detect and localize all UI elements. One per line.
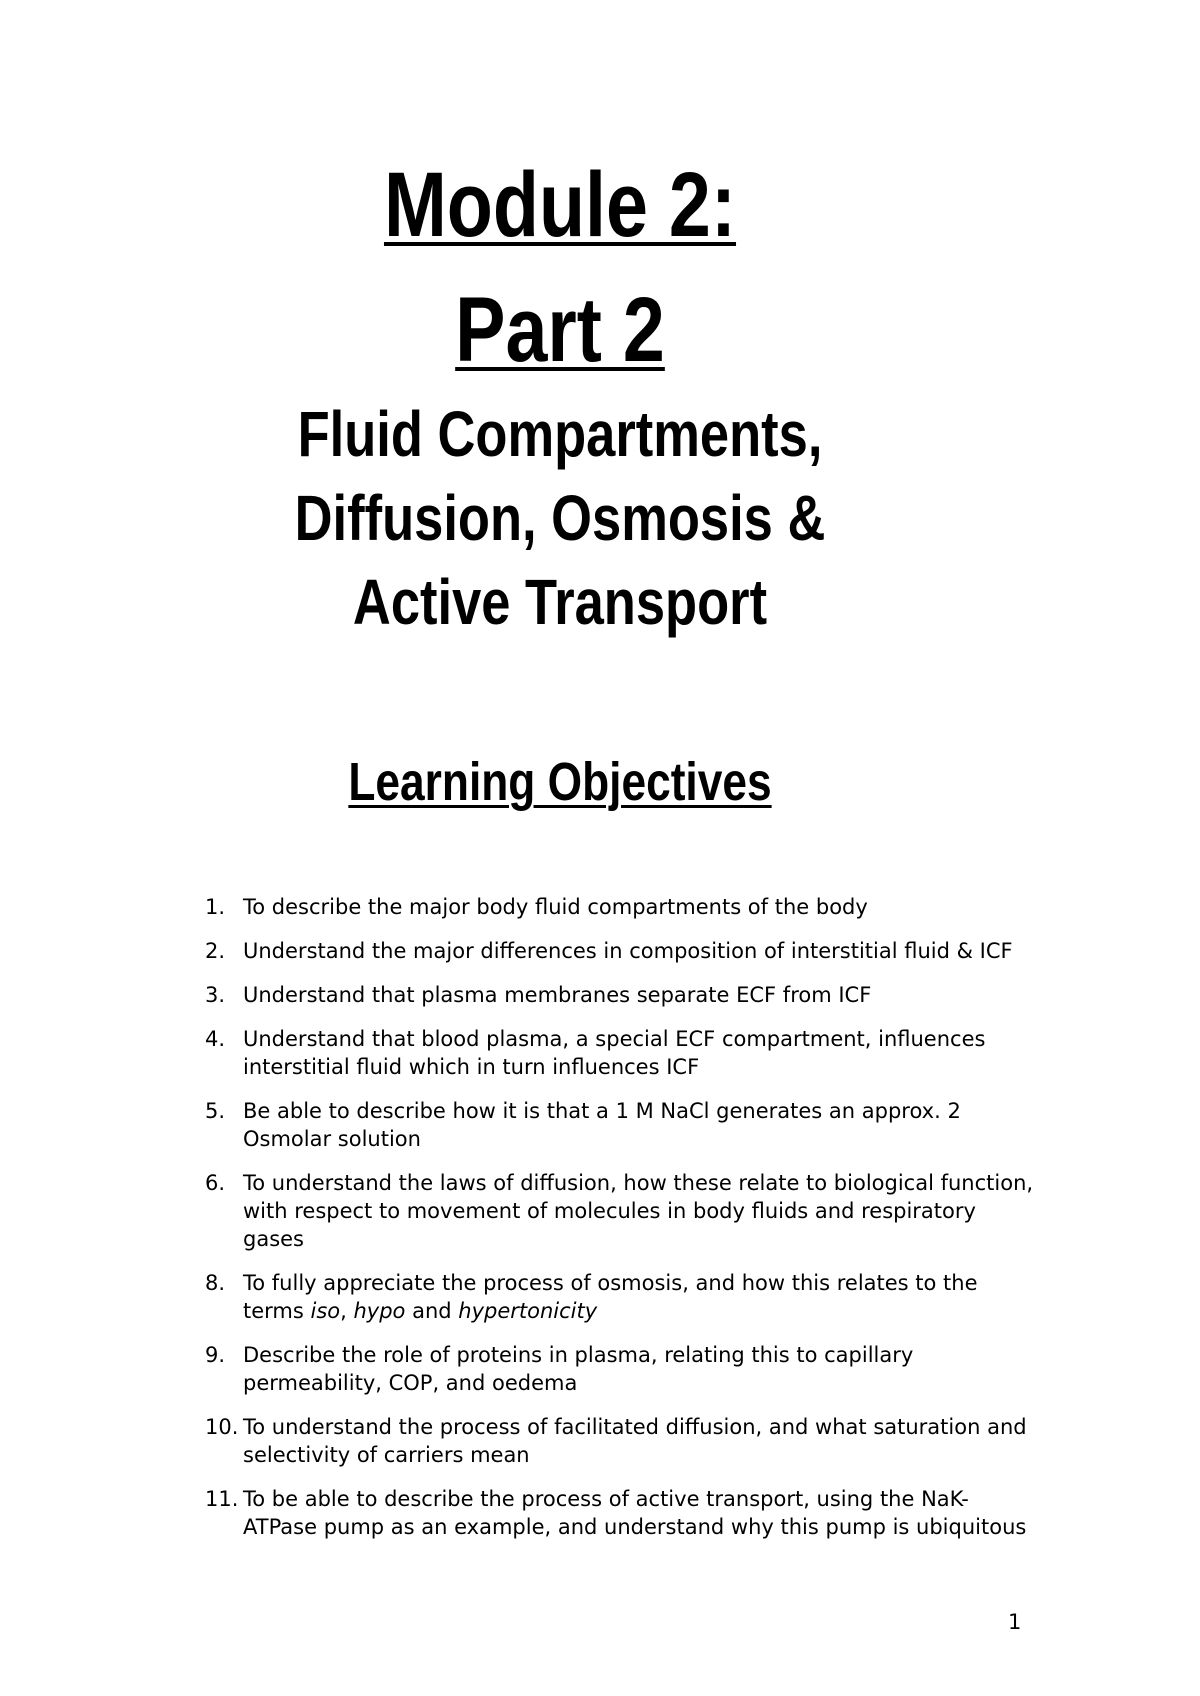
objective-number: 5.: [205, 1099, 226, 1123]
objective-text: To understand the laws of diffusion, how these relate to biological function, with respect to movement of molecules in body fluids and respiratory gases: [243, 1171, 1034, 1251]
objectives-list: [205, 893, 1035, 1557]
objective-item: [205, 937, 1035, 965]
objective-text: To understand the process of facilitated diffusion, and what saturation and selectivity of carriers mean: [243, 1415, 1027, 1467]
objective-text-start: To fully appreciate the process of osmosis, and how this relates to the terms: [243, 1271, 978, 1323]
objective-item: [205, 1169, 1035, 1253]
objective-text: To be able to describe the process of active transport, using the NaK-ATPase pump as an example, and understand why this pump is ubiquitous: [243, 1487, 1027, 1539]
objective-item: [205, 1097, 1035, 1153]
objective-number: 10.: [205, 1415, 239, 1439]
objective-text: Understand that blood plasma, a special ECF compartment, influences interstitial fluid which in turn influences ICF: [243, 1027, 986, 1079]
objective-text: Be able to describe how it is that a 1 M NaCl generates an approx. 2 Osmolar solution: [243, 1099, 961, 1151]
objective-number: 8.: [205, 1271, 226, 1295]
subtitle-line-1: Fluid Compartments,: [297, 398, 823, 470]
objective-item: [205, 981, 1035, 1009]
objective-text: Understand that plasma membranes separate ECF from ICF: [243, 983, 872, 1007]
objective-item: [205, 1413, 1035, 1469]
objective-item: [205, 1025, 1035, 1081]
title-module: Module 2:: [383, 154, 737, 256]
subtitle-line-3: Active Transport: [352, 566, 768, 638]
objective-number: 2.: [205, 939, 226, 963]
objective-number: 1.: [205, 895, 226, 919]
subtitle-line-2: Diffusion, Osmosis &: [294, 482, 826, 554]
objective-number: 4.: [205, 1027, 226, 1051]
term-and: and: [405, 1299, 459, 1323]
term-hypertonicity: hypertonicity: [458, 1299, 598, 1323]
objective-item: [205, 1269, 1035, 1325]
term-hypo: hypo: [353, 1299, 406, 1323]
objective-item: [205, 1341, 1035, 1397]
objective-number: 11.: [205, 1487, 239, 1511]
objective-text: [243, 1271, 978, 1323]
page-number: 1: [1008, 1610, 1022, 1634]
learning-objectives-heading: Learning Objectives: [348, 752, 772, 812]
objective-number: 9.: [205, 1343, 226, 1367]
objective-item: [205, 893, 1035, 921]
title-part: Part 2: [455, 279, 665, 381]
objective-text: Describe the role of proteins in plasma, relating this to capillary permeability, COP, and oedema: [243, 1343, 914, 1395]
term-iso: iso: [310, 1299, 341, 1323]
objective-number: 6.: [205, 1171, 226, 1195]
objective-text: Understand the major differences in composition of interstitial fluid & ICF: [243, 939, 1013, 963]
objective-text: To describe the major body fluid compartments of the body: [243, 895, 868, 919]
objective-number: 3.: [205, 983, 226, 1007]
term-separator: ,: [340, 1299, 354, 1323]
objective-item: [205, 1485, 1035, 1541]
